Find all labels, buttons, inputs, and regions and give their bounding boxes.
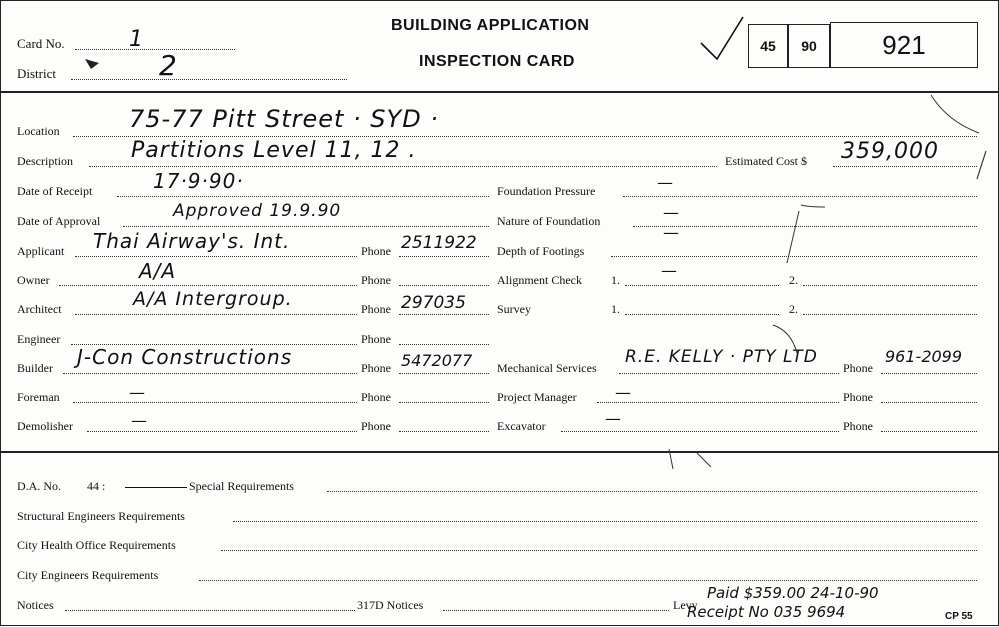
engineers-requirements-label: City Engineers Requirements [17,568,159,582]
alignment-check-label: Alignment Check [497,273,582,287]
levy-label: Levy [673,598,698,612]
alignment-1-label: 1. [611,273,620,287]
pen-stroke [669,449,711,469]
foreman-label: Foreman [17,390,60,404]
pen-stroke [801,205,825,207]
project-manager-phone-label: Phone [843,390,873,404]
mechanical-phone-label: Phone [843,361,873,375]
engineer-phone-label: Phone [361,332,391,346]
excavator-value: — [605,409,622,428]
estimated-cost-value: 359,000 [841,139,939,164]
applicant-phone-value: 2511922 [401,233,477,253]
date-of-approval-label: Date of Approval [17,214,101,228]
owner-label: Owner [17,273,50,287]
mechanical-phone-value: 961-2099 [885,347,963,366]
box-a: 45 [748,24,788,68]
architect-value: A/A Intergroup. [133,288,293,310]
foundation-pressure-label: Foundation Pressure [497,184,596,198]
alignment-2-label: 2. [789,273,798,287]
district-label: District [17,66,56,81]
applicant-phone-label: Phone [361,244,391,258]
nature-of-foundation-label: Nature of Foundation [497,214,601,228]
builder-value: J-Con Constructions [77,345,293,369]
box-b: 90 [788,24,830,68]
project-manager-label: Project Manager [497,390,577,404]
notices-317d-label: 317D Notices [357,598,424,612]
notices-label: Notices [17,598,54,612]
location-label: Location [17,124,60,138]
pen-stroke [787,211,799,263]
demolisher-label: Demolisher [17,419,73,433]
owner-phone-label: Phone [361,273,391,287]
applicant-label: Applicant [17,244,65,258]
card-title-line1: BUILDING APPLICATION [391,17,590,34]
survey-label: Survey [497,302,531,316]
architect-phone-value: 297035 [401,293,466,313]
description-label: Description [17,154,73,168]
demolisher-phone-label: Phone [361,419,391,433]
applicant-value: Thai Airway's. Int. [93,229,291,253]
box-number: 921 [830,22,978,68]
architect-label: Architect [17,302,62,316]
district-value: 2 [159,49,178,82]
card-no-value: 1 [129,27,144,52]
foreman-phone-label: Phone [361,390,391,404]
levy-payment-line: Paid $359.00 24-10-90 [707,584,879,602]
special-requirements-label: Special Requirements [189,479,294,493]
pen-marks [1,1,999,627]
project-manager-value: — [615,383,632,402]
builder-phone-value: 5472077 [401,351,473,370]
depth-of-footings-value: — [663,223,680,242]
nature-of-foundation-value: — [663,203,680,222]
date-of-receipt-label: Date of Receipt [17,184,93,198]
survey-2-label: 2. [789,302,798,316]
survey-1-label: 1. [611,302,620,316]
foundation-pressure-value: — [657,173,674,192]
da-no-value: 44 : [87,479,106,493]
card-no-label: Card No. [17,36,65,51]
engineer-label: Engineer [17,332,61,346]
builder-phone-label: Phone [361,361,391,375]
description-value: Partitions Level 11, 12 . [131,138,417,163]
form-code: CP 55 [945,611,973,622]
estimated-cost-label: Estimated Cost $ [725,154,807,168]
ink-blot [85,59,99,69]
builder-label: Builder [17,361,53,375]
location-value: 75-77 Pitt Street · SYD · [129,105,439,133]
mechanical-services-label: Mechanical Services [497,361,597,375]
excavator-label: Excavator [497,419,546,433]
pen-stroke [977,151,986,179]
architect-phone-label: Phone [361,302,391,316]
foreman-value: — [129,383,146,402]
mechanical-services-value: R.E. KELLY · PTY LTD [625,347,818,367]
depth-of-footings-label: Depth of Footings [497,244,585,258]
check-mark [701,17,743,59]
structural-requirements-label: Structural Engineers Requirements [17,509,185,523]
demolisher-value: — [131,411,148,430]
date-of-approval-value: Approved 19.9.90 [173,201,342,221]
card-title-line2: INSPECTION CARD [419,53,575,70]
date-of-receipt-value: 17·9·90· [153,169,244,193]
alignment-1-value: — [661,261,678,280]
pen-stroke [931,95,979,133]
levy-receipt-line: Receipt No 035 9694 [687,603,846,621]
da-no-label: D.A. No. [17,479,61,493]
pen-stroke [773,325,797,353]
excavator-phone-label: Phone [843,419,873,433]
owner-value: A/A [139,259,177,283]
health-requirements-label: City Health Office Requirements [17,538,176,552]
